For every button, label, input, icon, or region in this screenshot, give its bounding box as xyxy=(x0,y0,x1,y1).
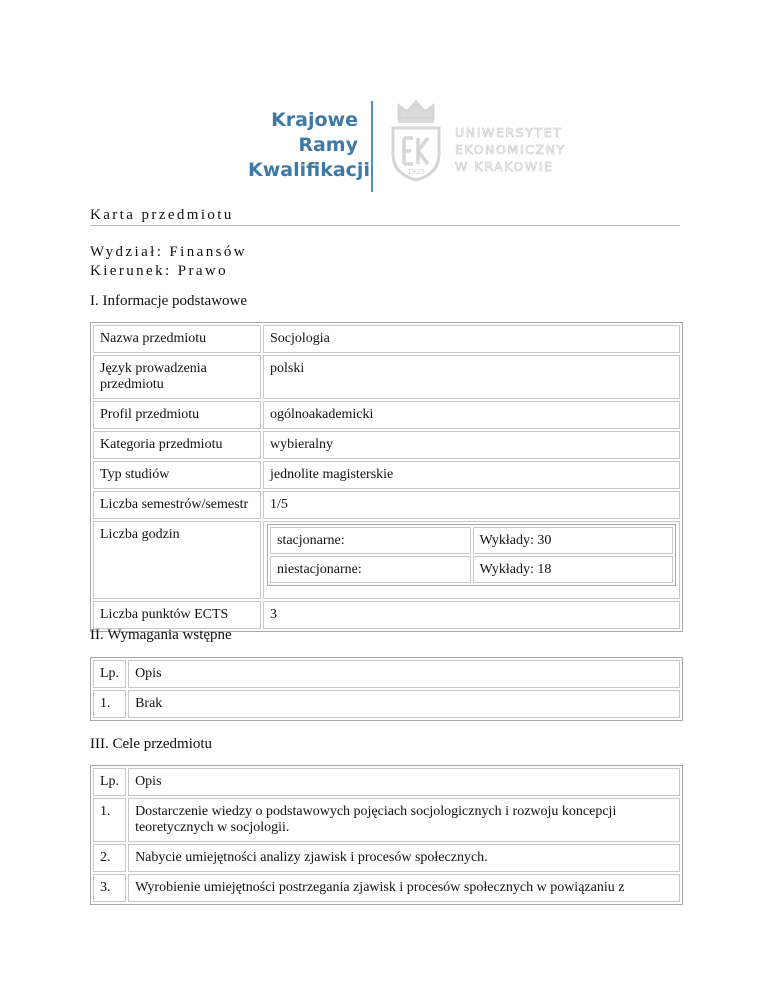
faculty-line: Wydział: Finansów xyxy=(90,244,247,260)
row-value: Socjologia xyxy=(263,325,680,353)
krk-logo xyxy=(248,108,370,183)
uek-logo-line: UNIWERSYTET xyxy=(455,125,563,140)
row-value: jednolite magisterskie xyxy=(263,461,680,489)
document-title: Karta przedmiotu xyxy=(90,207,234,223)
row-text: Brak xyxy=(128,690,680,718)
basic-info-table xyxy=(90,322,683,632)
row-text: Nabycie umiejętności analizy zjawisk i procesów społecznych. xyxy=(128,844,680,872)
row-text: Dostarczenie wiedzy o podstawowych pojęciach socjologicznych i rozwoju koncepcji teoretycznych w socjologii. xyxy=(128,798,680,842)
row-label: Liczba godzin xyxy=(93,521,261,599)
uek-logo-line: EKONOMICZNY xyxy=(455,142,566,157)
emblem-year: 1925 xyxy=(407,168,425,176)
table-row xyxy=(93,690,680,718)
krk-logo-line: Krajowe xyxy=(271,109,358,131)
logo-separator xyxy=(371,101,373,192)
hours-cell xyxy=(263,521,680,599)
krk-logo-line: Ramy xyxy=(298,134,358,156)
hours-row xyxy=(270,527,673,554)
row-label: Liczba punktów ECTS xyxy=(93,601,261,629)
uek-logo-line: W KRAKOWIE xyxy=(455,159,554,174)
hours-row xyxy=(270,556,673,583)
faculty-info xyxy=(90,243,247,281)
row-label: Liczba semestrów/semestr xyxy=(93,491,261,519)
objectives-table xyxy=(90,765,683,905)
table-row xyxy=(93,431,680,459)
row-label: Typ studiów xyxy=(93,461,261,489)
row-value: 3 xyxy=(263,601,680,629)
table-row xyxy=(93,798,680,842)
column-header: Opis xyxy=(128,768,680,796)
prerequisites-table xyxy=(90,657,683,721)
table-row xyxy=(93,401,680,429)
uek-logo-text xyxy=(455,124,566,175)
hours-table xyxy=(267,524,676,586)
table-row xyxy=(93,491,680,519)
table-row xyxy=(93,874,680,902)
university-emblem-icon xyxy=(385,98,447,184)
column-header: Opis xyxy=(128,660,680,688)
hours-value: Wykłady: 30 xyxy=(473,527,674,554)
column-header: Lp. xyxy=(93,660,126,688)
table-row xyxy=(93,601,680,629)
row-text: Wyrobienie umiejętności postrzegania zjawisk i procesów społecznych w powiązaniu z xyxy=(128,874,680,902)
row-number: 2. xyxy=(93,844,126,872)
row-value: ogólnoakademicki xyxy=(263,401,680,429)
title-divider xyxy=(90,225,680,226)
row-value: 1/5 xyxy=(263,491,680,519)
row-label: Nazwa przedmiotu xyxy=(93,325,261,353)
krk-logo-line: Kwalifikacji xyxy=(248,159,370,181)
table-row xyxy=(93,844,680,872)
section-heading-basic-info: I. Informacje podstawowe xyxy=(90,293,248,309)
hours-value: Wykłady: 18 xyxy=(473,556,674,583)
section-heading-objectives: III. Cele przedmiotu xyxy=(90,736,213,752)
row-number: 3. xyxy=(93,874,126,902)
table-row xyxy=(93,355,680,399)
row-label: Język prowadzenia przedmiotu xyxy=(93,355,261,399)
row-label: Profil przedmiotu xyxy=(93,401,261,429)
section-heading-prerequisites: II. Wymagania wstępne xyxy=(90,627,232,643)
row-value: polski xyxy=(263,355,680,399)
table-header-row xyxy=(93,660,680,688)
row-label: Kategoria przedmiotu xyxy=(93,431,261,459)
column-header: Lp. xyxy=(93,768,126,796)
table-row-hours xyxy=(93,521,680,599)
row-number: 1. xyxy=(93,690,126,718)
hours-mode: stacjonarne: xyxy=(270,527,471,554)
table-row xyxy=(93,461,680,489)
field-line: Kierunek: Prawo xyxy=(90,263,229,279)
row-value: wybieralny xyxy=(263,431,680,459)
row-number: 1. xyxy=(93,798,126,842)
table-header-row xyxy=(93,768,680,796)
table-row xyxy=(93,325,680,353)
hours-mode: niestacjonarne: xyxy=(270,556,471,583)
